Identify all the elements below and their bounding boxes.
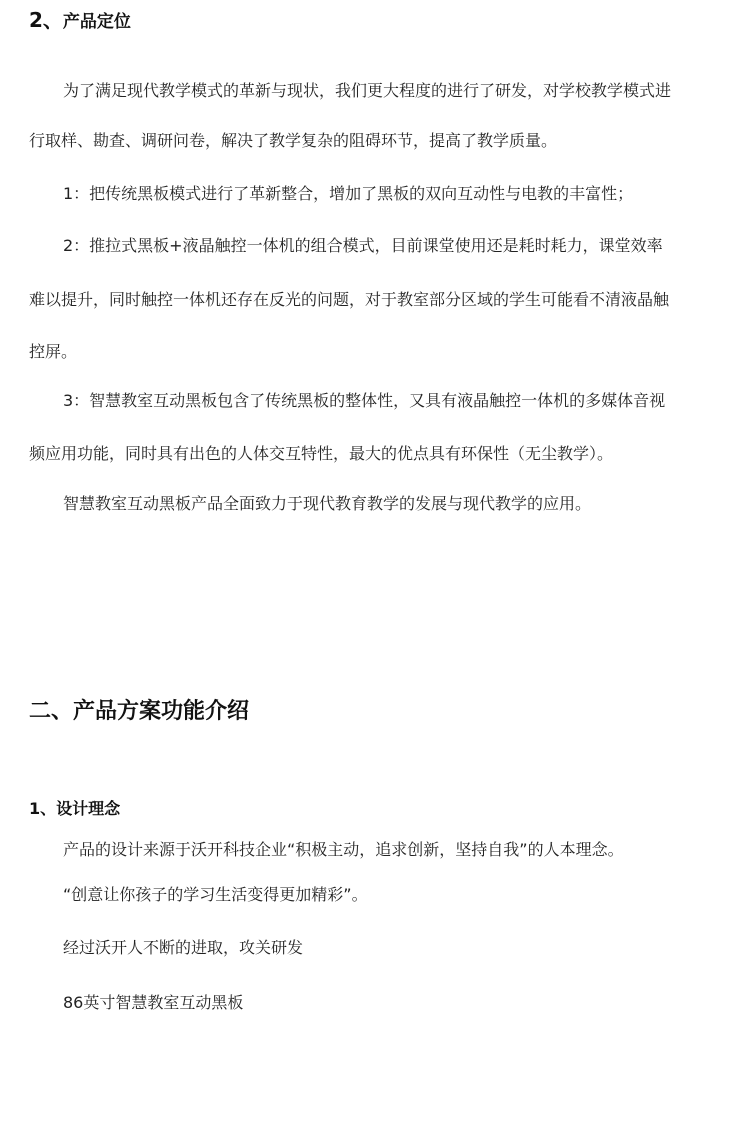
design-line-4: 86英寸智慧教室互动黑板 [63, 993, 244, 1012]
section-heading-solution: 二、产品方案功能介绍 [29, 699, 250, 724]
design-line-3: 经过沃开人不断的进取，攻关研发 [63, 938, 304, 957]
summary-line: 智慧教室互动黑板产品全面致力于现代教育教学的发展与现代教学的应用。 [63, 494, 592, 513]
point-2-line-3: 控屏。 [29, 342, 78, 361]
point-3-line-1: 3：智慧教室互动黑板包含了传统黑板的整体性，又具有液晶触控一体机的多媒体音视 [63, 391, 666, 410]
intro-line-2: 行取样、勘查、调研问卷，解决了教学复杂的阻碍环节，提高了教学质量。 [29, 131, 558, 150]
intro-line-1: 为了满足现代教学模式的革新与现状，我们更大程度的进行了研发，对学校教学模式进 [63, 81, 672, 100]
point-2-line-2: 难以提升，同时触控一体机还存在反光的问题，对于教室部分区域的学生可能看不清液晶触 [29, 290, 670, 309]
subsection-heading-design: 1、设计理念 [29, 799, 121, 818]
design-line-2: “创意让你孩子的学习生活变得更加精彩”。 [63, 885, 368, 904]
point-3-line-2: 频应用功能，同时具有出色的人体交互特性，最大的优点具有环保性（无尘教学）。 [29, 444, 614, 463]
point-1: 1：把传统黑板模式进行了革新整合，增加了黑板的双向互动性与电教的丰富性； [63, 184, 634, 203]
point-2-line-1: 2：推拉式黑板+液晶触控一体机的组合模式，目前课堂使用还是耗时耗力，课堂效率 [63, 236, 663, 255]
section-heading-positioning [29, 4, 131, 33]
section-number: 2、 [29, 8, 63, 32]
section-title: 产品定位 [62, 12, 131, 32]
design-line-1: 产品的设计来源于沃开科技企业“积极主动，追求创新，坚持自我”的人本理念。 [63, 840, 624, 859]
